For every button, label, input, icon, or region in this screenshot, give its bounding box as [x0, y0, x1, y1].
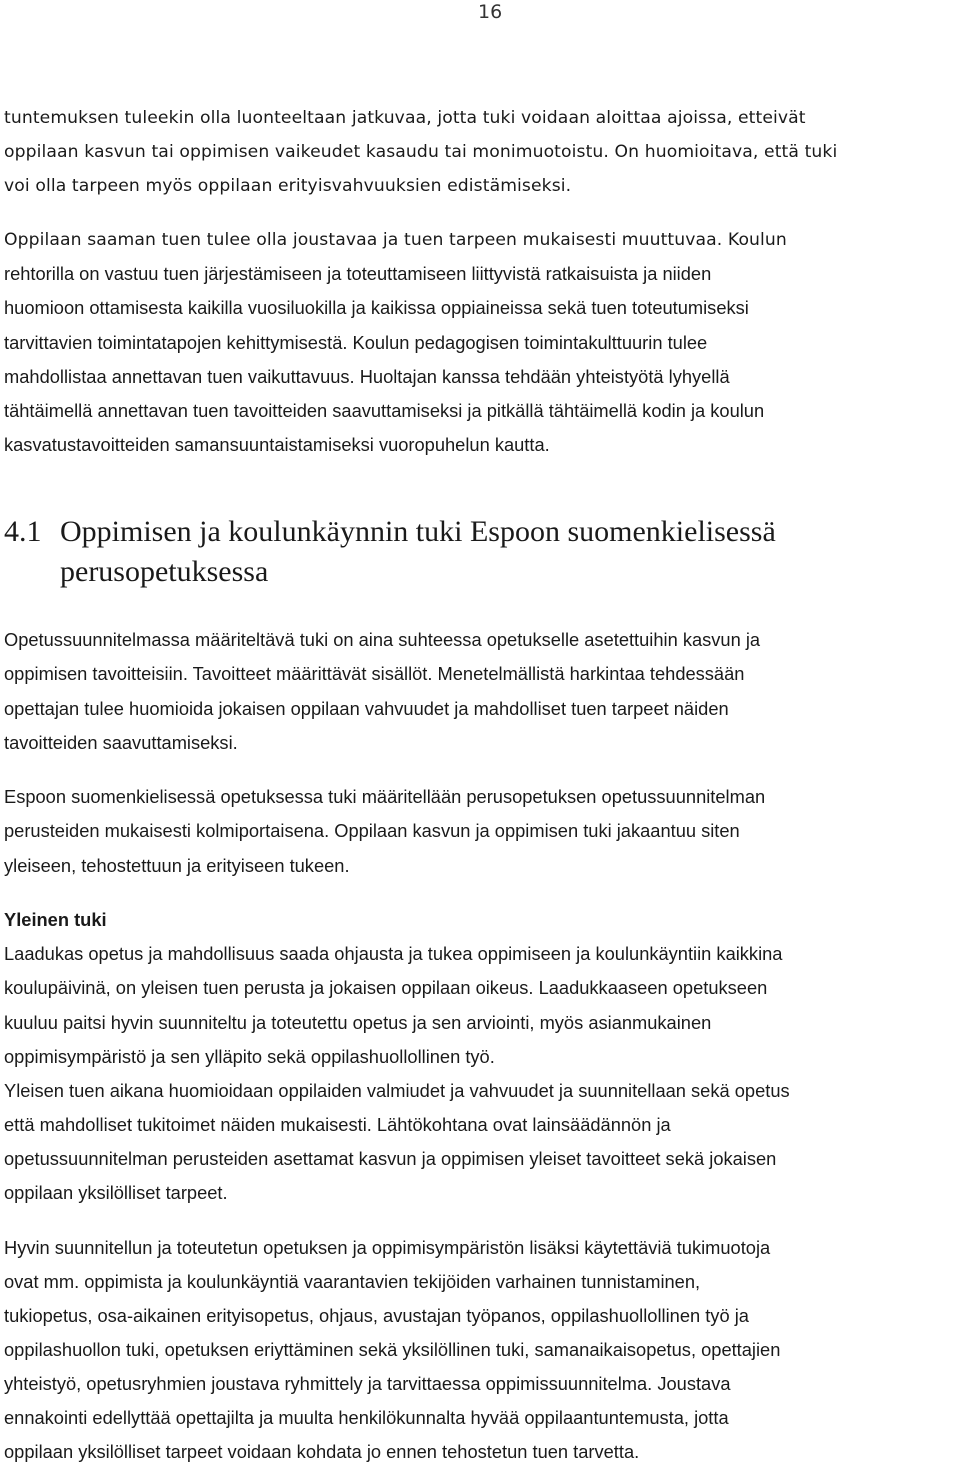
paragraph-line: mahdollistaa annettavan tuen vaikuttavuus. Huoltajan kanssa tehdään yhteistyötä lyhyellä [4, 366, 730, 387]
intro-line: voi olla tarpeen myös oppilaan erityisvahvuuksien edistämiseksi. [4, 176, 572, 196]
section-title-line1: Oppimisen ja koulunkäynnin tuki Espoon suomenkielisessä [60, 515, 776, 548]
paragraph-line: oppimisympäristö ja sen ylläpito sekä oppilashuollollinen työ. [4, 1046, 495, 1067]
paragraph-line: perusteiden mukaisesti kolmiportaisena. Oppilaan kasvun ja oppimisen tuki jakaantuu siten [4, 820, 740, 841]
section-heading [4, 512, 776, 552]
intro-line: tuntemuksen tuleekin olla luonteeltaan jatkuvaa, jotta tuki voidaan aloittaa ajoissa, etteivät [4, 108, 806, 128]
paragraph-line: kasvatustavoitteiden samansuuntaistamiseksi vuoropuhelun kautta. [4, 434, 550, 455]
paragraph-line: tähtäimellä annettavan tuen tavoitteiden saavuttamiseksi ja pitkällä tähtäimellä kodin ja koulun [4, 400, 765, 421]
paragraph-line: että mahdolliset tukitoimet näiden mukaisesti. Lähtökohtana ovat lainsäädännön ja [4, 1114, 671, 1135]
paragraph-line: opettajan tulee huomioida jokaisen oppilaan vahvuudet ja mahdolliset tuen tarpeet näiden [4, 698, 729, 719]
intro-line: oppilaan kasvun tai oppimisen vaikeudet kasaudu tai monimuotoistu. On huomioitava, että tuki [4, 142, 838, 162]
subheading: Yleinen tuki [4, 909, 107, 930]
paragraph-line: rehtorilla on vastuu tuen järjestämiseen ja toteuttamiseen liittyvistä ratkaisuista ja niiden [4, 263, 712, 284]
paragraph-line: oppimisen tavoitteisiin. Tavoitteet määrittävät sisällöt. Menetelmällistä harkintaa tehdessään [4, 663, 745, 684]
paragraph-line: oppilaan yksilölliset tarpeet. [4, 1182, 228, 1203]
paragraph-line: ovat mm. oppimista ja koulunkäyntiä vaarantavien tekijöiden varhainen tunnistaminen, [4, 1271, 701, 1292]
paragraph-line: yhteistyö, opetusryhmien joustava ryhmittely ja tarvittaessa oppimissuunnitelma. Joustava [4, 1373, 731, 1394]
paragraph-line: koulupäivinä, on yleisen tuen perusta ja jokaisen oppilaan oikeus. Laadukkaaseen opetukseen [4, 977, 768, 998]
paragraph-line: opetussuunnitelman perusteiden asettamat kasvun ja oppimisen yleiset tavoitteet sekä jokaisen [4, 1148, 777, 1169]
paragraph-line: Opetussuunnitelmassa määriteltävä tuki on aina suhteessa opetukselle asetettuihin kasvun ja [4, 629, 761, 650]
paragraph-line: tarvittavien toimintatapojen kehittymisestä. Koulun pedagogisen toimintakulttuurin tulee [4, 332, 708, 353]
paragraph-line: yleiseen, tehostettuun ja erityiseen tukeen. [4, 855, 350, 876]
paragraph-line: Oppilaan saaman tuen tulee olla joustavaa ja tuen tarpeen mukaisesti muuttuvaa. Koulun [4, 230, 787, 250]
paragraph-line: tavoitteiden saavuttamiseksi. [4, 732, 238, 753]
paragraph-line: Hyvin suunnitellun ja toteutetun opetuksen ja oppimisympäristön lisäksi käytettäviä tukimuotoja [4, 1237, 771, 1258]
paragraph-line: oppilashuollon tuki, opetuksen eriyttäminen sekä yksilöllinen tuki, samanaikaisopetus, opettajien [4, 1339, 781, 1360]
paragraph-line: Yleisen tuen aikana huomioidaan oppilaiden valmiudet ja vahvuudet ja suunnitellaan sekä opetus [4, 1080, 790, 1101]
paragraph-line: Espoon suomenkielisessä opetuksessa tuki määritellään perusopetuksen opetussuunnitelman [4, 786, 766, 807]
page-number: 16 [478, 1, 503, 23]
paragraph-line: kuuluu paitsi hyvin suunniteltu ja toteutettu opetus ja sen arviointi, myös asianmukainen [4, 1012, 712, 1033]
paragraph-line: ennakointi edellyttää opettajilta ja muulta henkilökunnalta hyvää oppilaantuntemusta, jotta [4, 1407, 729, 1428]
section-title-line2: perusopetuksessa [60, 555, 269, 588]
paragraph-line: Laadukas opetus ja mahdollisuus saada ohjausta ja tukea oppimiseen ja koulunkäyntiin kaikkina [4, 943, 783, 964]
paragraph-line: huomioon ottamisesta kaikilla vuosiluokilla ja kaikissa oppiaineissa sekä tuen toteutumiseksi [4, 297, 749, 318]
paragraph-line: oppilaan yksilölliset tarpeet voidaan kohdata jo ennen tehostetun tuen tarvetta. [4, 1441, 640, 1462]
section-number: 4.1 [4, 515, 42, 548]
paragraph-line: tukiopetus, osa-aikainen erityisopetus, ohjaus, avustajan työpanos, oppilashuollollinen työ ja [4, 1305, 749, 1326]
